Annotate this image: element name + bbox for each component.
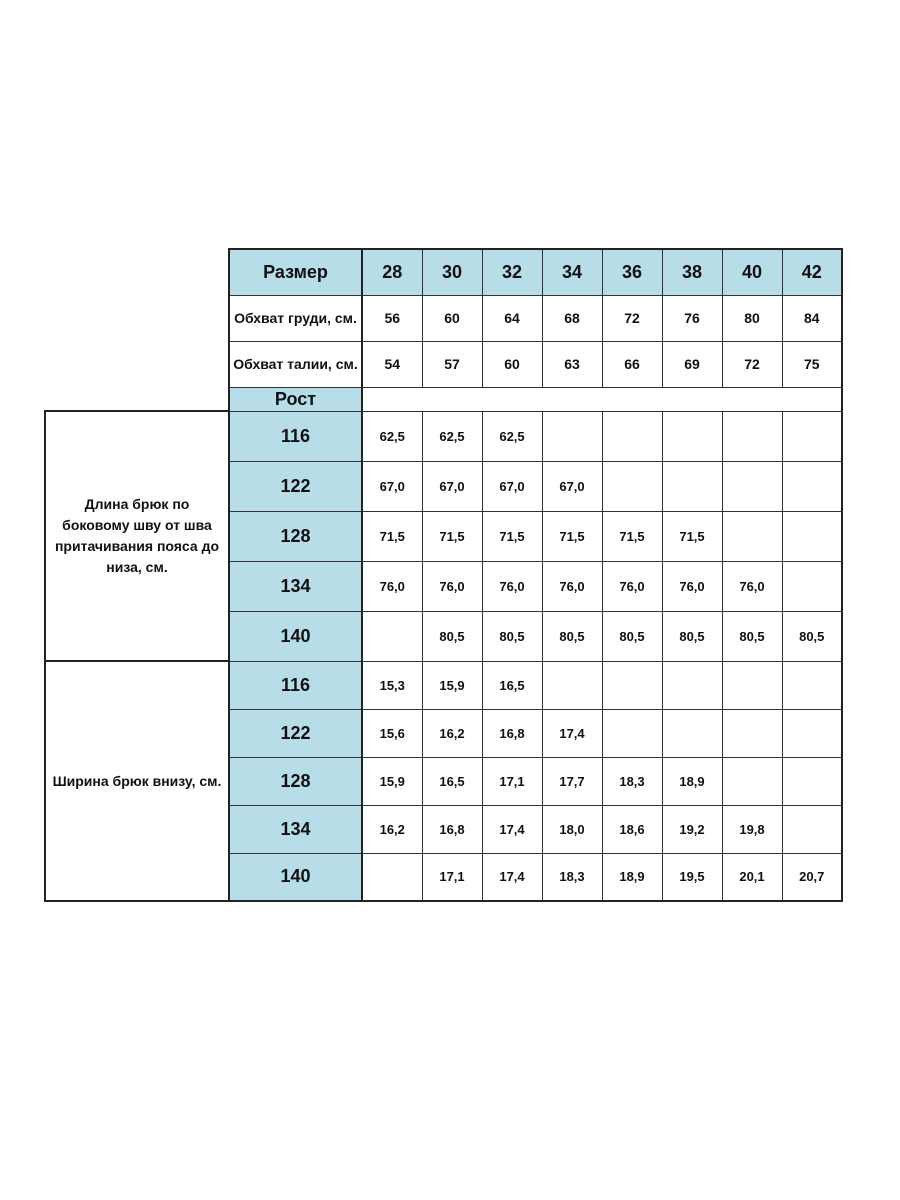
height-cell: 122	[229, 709, 362, 757]
size-36: 36	[602, 249, 662, 295]
blank-corner	[45, 249, 229, 295]
table-cell: 67,0	[542, 461, 602, 511]
table-cell	[662, 411, 722, 461]
chest-value: 68	[542, 295, 602, 341]
size-34: 34	[542, 249, 602, 295]
table-cell: 16,8	[422, 805, 482, 853]
table-cell: 80,5	[542, 611, 602, 661]
table-cell	[782, 661, 842, 709]
height-header-row	[45, 387, 842, 411]
height-cell: 116	[229, 411, 362, 461]
table-cell: 18,0	[542, 805, 602, 853]
table-cell: 16,2	[362, 805, 422, 853]
height-cell: 116	[229, 661, 362, 709]
table-cell: 16,5	[482, 661, 542, 709]
size-chart-table	[44, 248, 843, 902]
height-cell: 140	[229, 853, 362, 901]
waist-value: 63	[542, 341, 602, 387]
table-cell: 17,7	[542, 757, 602, 805]
table-cell: 17,4	[482, 805, 542, 853]
table-cell: 71,5	[662, 511, 722, 561]
table-cell	[362, 611, 422, 661]
table-cell	[542, 661, 602, 709]
table-cell: 17,4	[482, 853, 542, 901]
table-cell: 15,9	[362, 757, 422, 805]
group-label: Ширина брюк внизу, см.	[45, 661, 229, 901]
chest-value: 84	[782, 295, 842, 341]
table-cell: 76,0	[362, 561, 422, 611]
waist-value: 69	[662, 341, 722, 387]
table-cell: 71,5	[362, 511, 422, 561]
chest-value: 76	[662, 295, 722, 341]
table-cell: 76,0	[722, 561, 782, 611]
table-cell	[662, 709, 722, 757]
table-cell: 62,5	[422, 411, 482, 461]
table-cell: 18,9	[602, 853, 662, 901]
table-cell: 80,5	[422, 611, 482, 661]
table-cell: 80,5	[782, 611, 842, 661]
table-cell	[722, 709, 782, 757]
waist-value: 75	[782, 341, 842, 387]
table-cell	[782, 461, 842, 511]
table-cell: 15,9	[422, 661, 482, 709]
table-cell: 15,3	[362, 661, 422, 709]
table-cell: 16,5	[422, 757, 482, 805]
table-cell: 19,2	[662, 805, 722, 853]
table-cell: 71,5	[422, 511, 482, 561]
table-cell: 80,5	[482, 611, 542, 661]
table-cell: 80,5	[602, 611, 662, 661]
table-cell	[602, 709, 662, 757]
table-cell	[782, 709, 842, 757]
table-cell	[782, 561, 842, 611]
table-cell: 71,5	[542, 511, 602, 561]
size-32: 32	[482, 249, 542, 295]
height-cell: 122	[229, 461, 362, 511]
table-cell: 71,5	[602, 511, 662, 561]
table-cell	[782, 411, 842, 461]
table-cell: 16,2	[422, 709, 482, 757]
table-cell: 17,1	[422, 853, 482, 901]
table-cell: 15,6	[362, 709, 422, 757]
chest-row	[45, 295, 842, 341]
chest-value: 56	[362, 295, 422, 341]
table-cell	[602, 661, 662, 709]
table-cell: 20,7	[782, 853, 842, 901]
table-cell	[722, 757, 782, 805]
table-cell	[722, 511, 782, 561]
table-cell: 17,4	[542, 709, 602, 757]
chest-label: Обхват груди, см.	[229, 295, 362, 341]
size-row	[45, 249, 842, 295]
chest-value: 60	[422, 295, 482, 341]
table-cell: 18,6	[602, 805, 662, 853]
chest-value: 64	[482, 295, 542, 341]
table-cell	[782, 805, 842, 853]
table-cell: 20,1	[722, 853, 782, 901]
waist-value: 66	[602, 341, 662, 387]
table-cell: 62,5	[482, 411, 542, 461]
table-cell	[662, 661, 722, 709]
table-cell: 80,5	[722, 611, 782, 661]
table-cell: 80,5	[662, 611, 722, 661]
table-cell	[722, 461, 782, 511]
height-cell: 128	[229, 511, 362, 561]
table-cell: 76,0	[482, 561, 542, 611]
height-header: Рост	[229, 387, 362, 411]
waist-label: Обхват талии, см.	[229, 341, 362, 387]
height-cell: 134	[229, 561, 362, 611]
height-cell: 134	[229, 805, 362, 853]
table-cell: 19,5	[662, 853, 722, 901]
table-cell: 76,0	[542, 561, 602, 611]
blank-corner	[45, 387, 229, 411]
waist-row	[45, 341, 842, 387]
waist-value: 60	[482, 341, 542, 387]
table-row	[45, 661, 842, 709]
size-42: 42	[782, 249, 842, 295]
table-cell	[602, 411, 662, 461]
table-cell: 76,0	[422, 561, 482, 611]
table-cell: 76,0	[662, 561, 722, 611]
table-cell: 18,3	[602, 757, 662, 805]
chest-value: 72	[602, 295, 662, 341]
size-header: Размер	[229, 249, 362, 295]
blank-corner	[45, 295, 229, 341]
table-cell	[542, 411, 602, 461]
table-cell	[662, 461, 722, 511]
table-cell	[722, 661, 782, 709]
height-header-empty	[362, 387, 842, 411]
table-cell: 16,8	[482, 709, 542, 757]
table-cell	[782, 511, 842, 561]
table-cell	[602, 461, 662, 511]
table-cell: 71,5	[482, 511, 542, 561]
table-cell: 18,9	[662, 757, 722, 805]
table-cell: 19,8	[722, 805, 782, 853]
size-28: 28	[362, 249, 422, 295]
chest-value: 80	[722, 295, 782, 341]
size-30: 30	[422, 249, 482, 295]
table-cell: 17,1	[482, 757, 542, 805]
table-cell: 67,0	[362, 461, 422, 511]
table-cell	[782, 757, 842, 805]
table-cell: 76,0	[602, 561, 662, 611]
table-cell: 62,5	[362, 411, 422, 461]
group-label: Длина брюк по боковому шву от шва притачивания пояса до низа, см.	[45, 411, 229, 661]
waist-value: 54	[362, 341, 422, 387]
table-cell	[362, 853, 422, 901]
height-cell: 128	[229, 757, 362, 805]
table-cell: 67,0	[482, 461, 542, 511]
size-38: 38	[662, 249, 722, 295]
table-row	[45, 411, 842, 461]
table-cell: 67,0	[422, 461, 482, 511]
waist-value: 72	[722, 341, 782, 387]
table-cell: 18,3	[542, 853, 602, 901]
table-cell	[722, 411, 782, 461]
size-40: 40	[722, 249, 782, 295]
blank-corner	[45, 341, 229, 387]
waist-value: 57	[422, 341, 482, 387]
height-cell: 140	[229, 611, 362, 661]
